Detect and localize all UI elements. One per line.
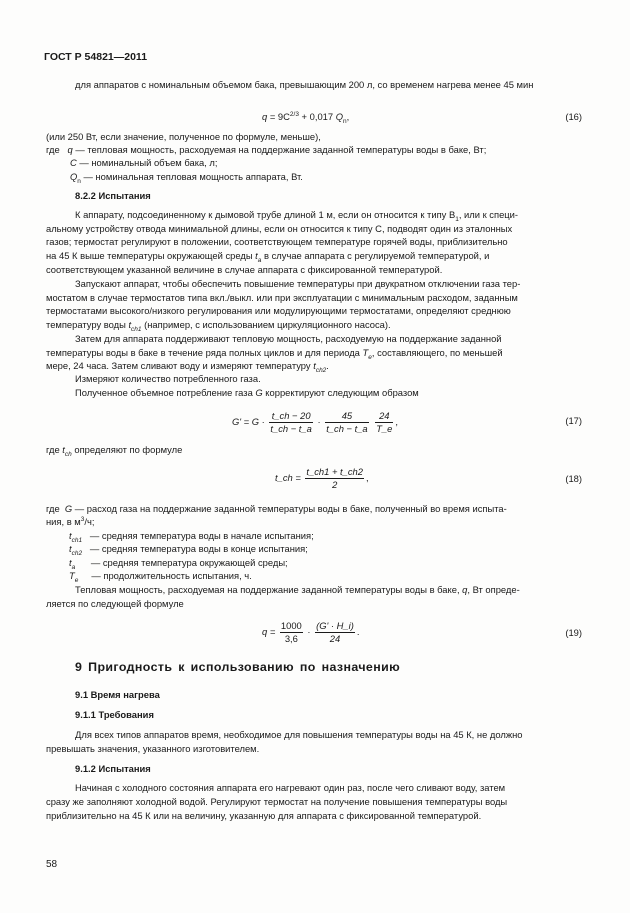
where-g-line1: где G — расход газа на поддержание заданной температуры воды в баке, полученный во время испыта- [46,503,507,514]
equation-16: $q = 9C^{2/3} + 0,017$ $Q_n$, [262,110,350,125]
equation-19-number: (19) [565,627,582,638]
p4-line4: температуру воды $t_{ch1}$ (например, с использованием циркуляционного насоса). [46,319,391,333]
heading-section-9: 9 Пригодность к использованию по назначению [75,660,401,674]
p3-line1: К аппарату, подсоединенному к дымовой трубе длиной 1 м, если он относится к типу $B_1$, или к специ- [75,209,519,223]
paragraph-intro: для аппаратов с номинальным объемом бака, превышающим 200 л, со временем нагрева менее 45 мин [75,79,534,90]
p11-line2: сразу же заполняют холодной водой. Регулируют термостат на получение повышения температуры воды [46,796,508,807]
equation-19: q = $\frac{1000}{3,6}$ · $\frac{(G' \cdot H\_i)}{24}$ . [262,620,360,644]
p10-line2: превышать значения, указанного изготовителем. [46,743,260,754]
p10-line1: Для всех типов аппаратов время, необходимое для повышения температуры воды на 45 К, не должно [75,729,523,740]
p5-line2: температуры воды в баке в течение ряда полных циклов и для периода $T_e$, составляющего, по меньшей [46,347,503,361]
page-number: 58 [46,859,58,870]
equation-18-number: (18) [565,473,582,484]
p9-line2: ляется по следующей формуле [46,598,184,609]
heading-8-2-2: 8.2.2 Испытания [75,190,151,201]
p4-line1: Запускают аппарат, чтобы обеспечить повышение температуры при двукратном отключении газа тер- [75,278,521,289]
paragraph-tch-def: где $t_{ch}$ определяют по формуле [46,444,183,458]
equation-16-number: (16) [565,111,582,122]
where-item-tch1: $t_{ch1}$ — средняя температура воды в начале испытания; [69,530,314,544]
where-q: где q — тепловая мощность, расходуемая на поддержание заданной температуры воды в баке, Вт; [46,144,487,155]
p9-line1: Тепловая мощность, расходуемая на поддержание заданной температуры воды в баке, q, Вт опреде- [75,584,520,595]
where-item-tch2: $t_{ch2}$ — средняя температура воды в конце испытания; [69,543,308,557]
p11-line1: Начиная с холодного состояния аппарата его нагревают один раз, после чего сливают воду, затем [75,782,506,793]
heading-9-1-2: 9.1.2 Испытания [75,763,151,774]
p3-line3: газов; термостат регулируют в положении, соответствующем температуре горячей воды, приблизительно [46,236,508,247]
p3-line4: на 45 К выше температуры окружающей среды $t_a$ в случае аппарата с регулируемой температурой, и [46,250,490,264]
p4-line2: мостатом в случае термостатов типа вкл./выкл. или при эксплуатации с минимальным расходом, заданным [46,292,518,303]
document-header: ГОСТ Р 54821—2011 [44,51,148,63]
where-item-te: $T_e$ — продолжительность испытания, ч. [69,570,252,584]
p5-line3: мере, 24 часа. Затем сливают воду и измеряют температуру $t_{ch2}$. [46,360,329,374]
equation-17-number: (17) [565,415,582,426]
where-g-line2: ния, в $м^3/ч$; [46,515,95,527]
paragraph-correct: Полученное объемное потребление газа G корректируют следующим образом [75,387,419,398]
where-item-ta: $t_a$ — средняя температура окружающей среды; [69,557,288,571]
p3-line2: альному устройству отвода минимальной длины, если он относится к типу С, подводят один из эталонных [46,223,513,234]
p4-line3: термостатами высокого/низкого регулирования или модулирующими термостатами, определяют среднюю [46,305,511,316]
paragraph-note: (или 250 Вт, если значение, полученное по формуле, меньше), [46,131,321,142]
p3-line5: соответствующем указанной величине в случае аппарата с фиксированной температурой. [46,264,443,275]
equation-18: t_ch = $\frac{t\_ch1 + t\_ch2}{2}$ , [275,466,369,490]
p5-line1: Затем для аппарата поддерживают тепловую мощность, расходуемую на поддержание заданной [75,333,502,344]
equation-17: G' = G · $\frac{t\_ch - 20}{t\_ch - t\_a}$ · $\frac{45}{t\_ch - t\_a}$ $\frac{24}{T\_e}$ , [232,410,398,434]
heading-9-1-1: 9.1.1 Требования [75,709,154,720]
where-qn: $Q_n$ — номинальная тепловая мощность аппарата, Вт. [70,171,303,185]
paragraph-measure: Измеряют количество потребленного газа. [75,373,261,384]
where-c: C — номинальный объем бака, л; [70,157,218,168]
heading-9-1: 9.1 Время нагрева [75,689,160,700]
p11-line3: приблизительно на 45 К или на величину, указанную для аппарата с фиксированной температурой. [46,810,482,821]
